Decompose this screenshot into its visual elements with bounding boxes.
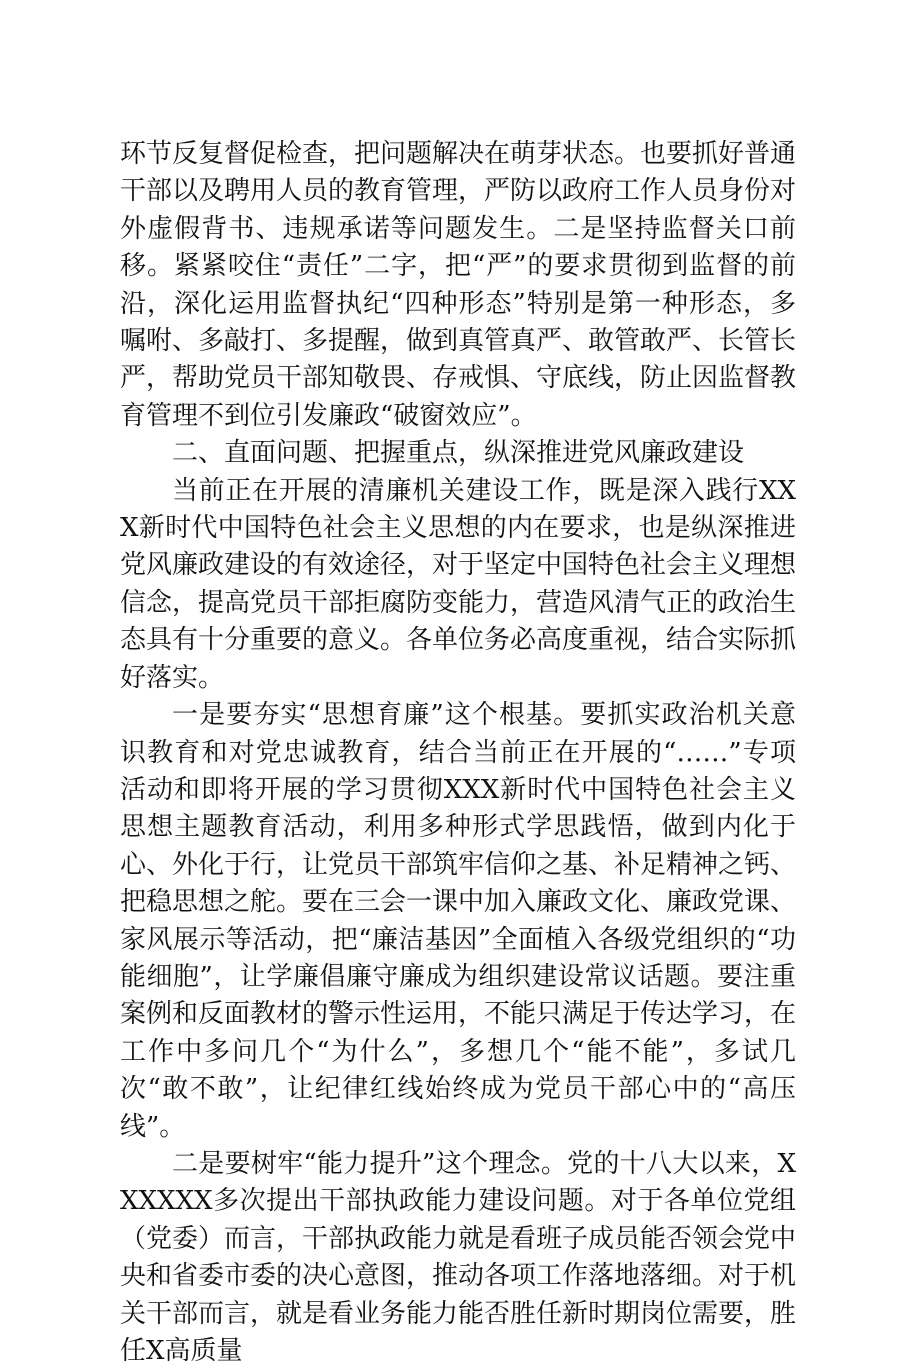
paragraph-continuation: 环节反复督促检查，把问题解决在萌芽状态。也要抓好普通干部以及聘用人员的教育管理，严防以政府工作人员身份对外虚假背书、违规承诺等问题发生。二是坚持监督关口前移。紧紧咬住“责任”二字，把“严”的要求贯彻到监督的前沿，深化运用监督执纪“四种形态”特别是第一种形态，多嘱咐、多敲打、多提醒，做到真管真严、敢管敢严、长管长严，帮助党员干部知敬畏、存戒惧、守底线，防止因监督教育管理不到位引发廉政“破窗效应”。 — [120, 139, 797, 431]
paragraph-point-two: 二是要树牢“能力提升”这个理念。党的十八大以来，XXXXXX多次提出干部执政能力建设问题。对于各单位党组（党委）而言，干部执政能力就是看班子成员能否领会党中央和省委市委的决心意图，推动各项工作落地落细。对于机关干部而言，就是看业务能力能否胜任新时期岗位需要，胜任X高质量 — [120, 1148, 797, 1366]
paragraph-point-one: 一是要夯实“思想育廉”这个根基。要抓实政治机关意识教育和对党忠诚教育，结合当前正在开展的“……”专项活动和即将开展的学习贯彻XXX新时代中国特色社会主义思想主题教育活动，利用多种形式学思践悟，做到内化于心、外化于行，让党员干部筑牢信仰之基、补足精神之钙、把稳思想之舵。要在三会一课中加入廉政文化、廉政党课、家风展示等活动，把“廉洁基因”全面植入各级党组织的“功能细胞”，让学廉倡廉守廉成为组织建设常议话题。要注重案例和反面教材的警示性运用，不能只满足于传达学习，在工作中多问几个“为什么”，多想几个“能不能”，多试几次“敢不敢”，让纪律红线始终成为党员干部心中的“高压线”。 — [120, 700, 797, 1142]
paragraph-intro: 当前正在开展的清廉机关建设工作，既是深入践行XXX新时代中国特色社会主义思想的内在要求，也是纵深推进党风廉政建设的有效途径，对于坚定中国特色社会主义理想信念，提高党员干部拒腐防变能力，营造风清气正的政治生态具有十分重要的意义。各单位务必高度重视，结合实际抓好落实。 — [120, 475, 797, 693]
section-heading: 二、直面问题、把握重点，纵深推进党风廉政建设 — [172, 438, 745, 469]
document-body — [120, 136, 796, 1370]
